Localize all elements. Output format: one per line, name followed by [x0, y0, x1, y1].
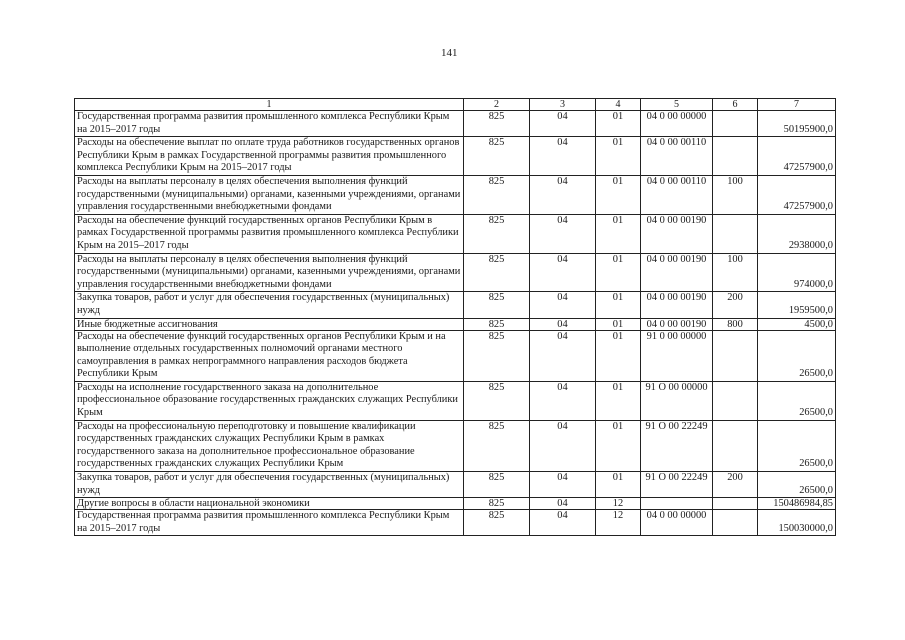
- column-header: 3: [530, 99, 596, 111]
- expense-type-code: 200: [713, 292, 758, 318]
- amount: 26500,0: [758, 472, 836, 498]
- amount: 974000,0: [758, 253, 836, 292]
- table-row: [75, 510, 836, 536]
- amount: 2938000,0: [758, 214, 836, 253]
- section-code: 04: [530, 510, 596, 536]
- expense-type-code: [713, 214, 758, 253]
- subsection-code: 01: [596, 214, 641, 253]
- expense-name: Закупка товаров, работ и услуг для обеспечения государственных (муниципальных) нужд: [75, 292, 464, 318]
- section-code: 04: [530, 381, 596, 420]
- expense-name: Расходы на обеспечение выплат по оплате труда работников государственных органов Республики Крым в рамках Государственной программы развития промышленного комплекса Республики Крым на 2015–2017 годы: [75, 137, 464, 176]
- target-article-code: 91 0 00 00000: [641, 330, 713, 381]
- amount: 4500,0: [758, 318, 836, 330]
- table-row: [75, 472, 836, 498]
- subsection-code: 12: [596, 510, 641, 536]
- subsection-code: 01: [596, 472, 641, 498]
- ministry-code: 825: [464, 318, 530, 330]
- table-row: [75, 292, 836, 318]
- expense-type-code: [713, 330, 758, 381]
- target-article-code: 04 0 00 00000: [641, 111, 713, 137]
- section-code: 04: [530, 318, 596, 330]
- amount: 150486984,85: [758, 498, 836, 510]
- expense-type-code: [713, 420, 758, 471]
- expense-type-code: 800: [713, 318, 758, 330]
- expense-name: Другие вопросы в области национальной экономики: [75, 498, 464, 510]
- target-article-code: 04 0 00 00110: [641, 137, 713, 176]
- subsection-code: 01: [596, 330, 641, 381]
- ministry-code: 825: [464, 420, 530, 471]
- section-code: 04: [530, 292, 596, 318]
- expense-name: Расходы на обеспечение функций государственных органов Республики Крым и на выполнение отдельных государственных полномочий органами местного самоуправления в рамках непрограммного направления расходов бюджета Республики Крым: [75, 330, 464, 381]
- ministry-code: 825: [464, 381, 530, 420]
- expense-name: Иные бюджетные ассигнования: [75, 318, 464, 330]
- target-article-code: 91 О 00 22249: [641, 420, 713, 471]
- table-row: [75, 381, 836, 420]
- section-code: 04: [530, 137, 596, 176]
- table-row: [75, 420, 836, 471]
- column-header: 5: [641, 99, 713, 111]
- section-code: 04: [530, 420, 596, 471]
- expense-name: Государственная программа развития промышленного комплекса Республики Крым на 2015–2017 годы: [75, 510, 464, 536]
- subsection-code: 01: [596, 420, 641, 471]
- ministry-code: 825: [464, 510, 530, 536]
- column-header: 4: [596, 99, 641, 111]
- target-article-code: 04 0 00 00000: [641, 510, 713, 536]
- column-header: 6: [713, 99, 758, 111]
- table-row: [75, 330, 836, 381]
- ministry-code: 825: [464, 330, 530, 381]
- amount: 47257900,0: [758, 137, 836, 176]
- amount: 26500,0: [758, 420, 836, 471]
- target-article-code: 04 0 00 00190: [641, 292, 713, 318]
- ministry-code: 825: [464, 175, 530, 214]
- expense-type-code: 100: [713, 253, 758, 292]
- table-row: [75, 111, 836, 137]
- page-number: 141: [441, 47, 458, 59]
- subsection-code: 12: [596, 498, 641, 510]
- column-header: 1: [75, 99, 464, 111]
- subsection-code: 01: [596, 175, 641, 214]
- amount: 47257900,0: [758, 175, 836, 214]
- amount: 1959500,0: [758, 292, 836, 318]
- subsection-code: 01: [596, 318, 641, 330]
- table-row: [75, 253, 836, 292]
- amount: 50195900,0: [758, 111, 836, 137]
- expense-type-code: [713, 111, 758, 137]
- table-row: [75, 137, 836, 176]
- expense-type-code: 100: [713, 175, 758, 214]
- expense-name: Расходы на профессиональную переподготовку и повышение квалификации государственных гражданских служащих Республики Крым в рамках государственного заказа на дополнительное профессиональное образование государственных гражданских служащих Республики Крым: [75, 420, 464, 471]
- table-row: [75, 498, 836, 510]
- expense-type-code: [713, 137, 758, 176]
- target-article-code: 04 0 00 00110: [641, 175, 713, 214]
- subsection-code: 01: [596, 292, 641, 318]
- expense-name: Расходы на выплаты персоналу в целях обеспечения выполнения функций государственными (муниципальными) органами, казенными учреждениями, органами управления государственными внебюджетными фондами: [75, 175, 464, 214]
- ministry-code: 825: [464, 472, 530, 498]
- subsection-code: 01: [596, 381, 641, 420]
- section-code: 04: [530, 330, 596, 381]
- amount: 26500,0: [758, 330, 836, 381]
- target-article-code: 91 О 00 22249: [641, 472, 713, 498]
- table-header-row: [75, 99, 836, 111]
- ministry-code: 825: [464, 253, 530, 292]
- table-row: [75, 175, 836, 214]
- section-code: 04: [530, 253, 596, 292]
- section-code: 04: [530, 472, 596, 498]
- target-article-code: 91 О 00 00000: [641, 381, 713, 420]
- ministry-code: 825: [464, 292, 530, 318]
- expense-type-code: [713, 498, 758, 510]
- expense-type-code: 200: [713, 472, 758, 498]
- target-article-code: [641, 498, 713, 510]
- expense-type-code: [713, 381, 758, 420]
- ministry-code: 825: [464, 214, 530, 253]
- budget-table: [74, 98, 836, 536]
- expense-type-code: [713, 510, 758, 536]
- section-code: 04: [530, 111, 596, 137]
- target-article-code: 04 0 00 00190: [641, 214, 713, 253]
- ministry-code: 825: [464, 137, 530, 176]
- table-row: [75, 214, 836, 253]
- expense-name: Расходы на обеспечение функций государственных органов Республики Крым в рамках Государственной программы развития промышленного комплекса Республики Крым на 2015–2017 годы: [75, 214, 464, 253]
- section-code: 04: [530, 175, 596, 214]
- target-article-code: 04 0 00 00190: [641, 318, 713, 330]
- table-row: [75, 318, 836, 330]
- amount: 150030000,0: [758, 510, 836, 536]
- amount: 26500,0: [758, 381, 836, 420]
- expense-name: Государственная программа развития промышленного комплекса Республики Крым на 2015–2017 годы: [75, 111, 464, 137]
- section-code: 04: [530, 214, 596, 253]
- column-header: 7: [758, 99, 836, 111]
- subsection-code: 01: [596, 137, 641, 176]
- subsection-code: 01: [596, 111, 641, 137]
- subsection-code: 01: [596, 253, 641, 292]
- expense-name: Расходы на исполнение государственного заказа на дополнительное профессиональное образование государственных гражданских служащих Республики Крым: [75, 381, 464, 420]
- expense-name: Закупка товаров, работ и услуг для обеспечения государственных (муниципальных) нужд: [75, 472, 464, 498]
- column-header: 2: [464, 99, 530, 111]
- ministry-code: 825: [464, 498, 530, 510]
- target-article-code: 04 0 00 00190: [641, 253, 713, 292]
- section-code: 04: [530, 498, 596, 510]
- ministry-code: 825: [464, 111, 530, 137]
- expense-name: Расходы на выплаты персоналу в целях обеспечения выполнения функций государственными (муниципальными) органами, казенными учреждениями, органами управления государственными внебюджетными фондами: [75, 253, 464, 292]
